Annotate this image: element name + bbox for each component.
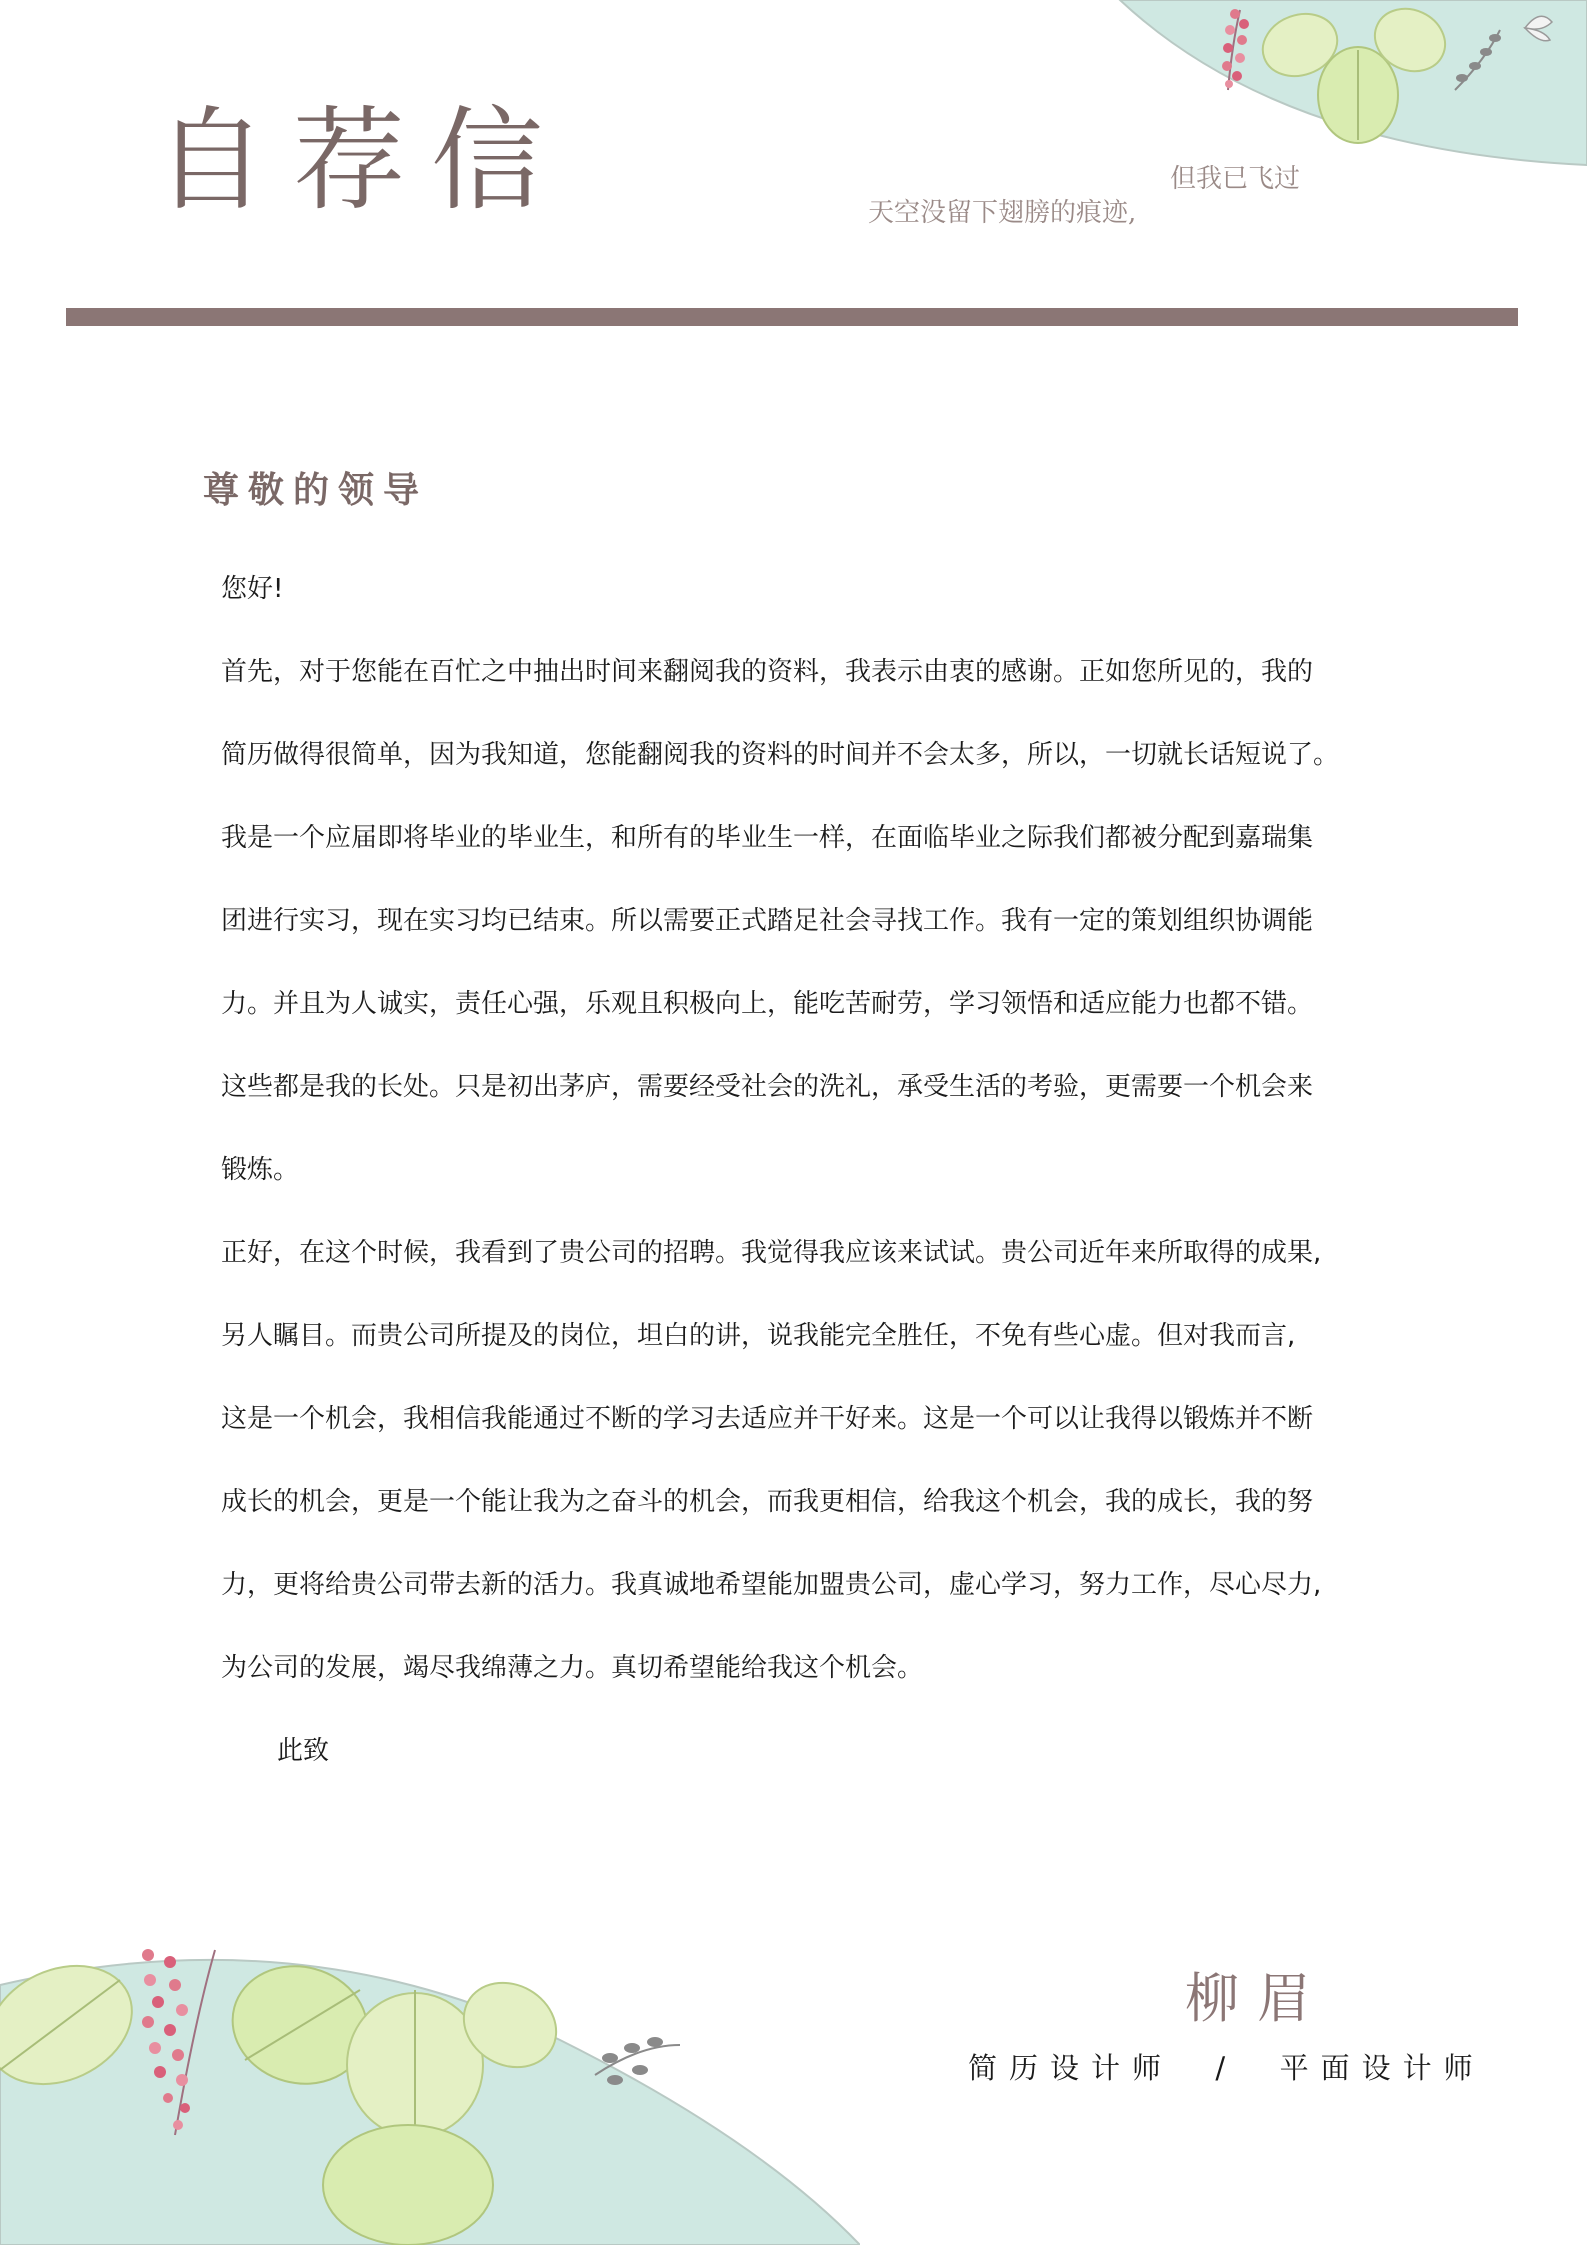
body-line: 另人瞩目。而贵公司所提及的岗位，坦白的讲，说我能完全胜任，不免有些心虚。但对我而言,	[221, 1321, 1296, 1351]
body-line: 成长的机会，更是一个能让我为之奋斗的机会，而我更相信，给我这个机会，我的成长，我的努	[221, 1487, 1314, 1517]
body-line: 为公司的发展，竭尽我绵薄之力。真切希望能给我这个机会。	[221, 1653, 924, 1683]
floral-decoration-bottom	[0, 1930, 860, 2245]
motto-line-2: 但我已飞过	[1170, 164, 1301, 194]
salutation-heading: 尊敬的领导	[203, 470, 429, 511]
motto-line-1: 天空没留下翅膀的痕迹,	[868, 198, 1137, 228]
body-line: 这是一个机会，我相信我能通过不断的学习去适应并干好来。这是一个可以让我得以锻炼并不断	[221, 1404, 1314, 1434]
body-line: 我是一个应届即将毕业的毕业生，和所有的毕业生一样，在面临毕业之际我们都被分配到嘉瑞集	[221, 823, 1314, 853]
body-line: 力。并且为人诚实，责任心强，乐观且积极向上，能吃苦耐劳，学习领悟和适应能力也都不错。	[221, 989, 1314, 1019]
signature-roles: 简历设计师 / 平面设计师	[968, 2051, 1485, 2085]
body-line: 团进行实习，现在实习均已结束。所以需要正式踏足社会寻找工作。我有一定的策划组织协调能	[221, 906, 1314, 936]
signature-name: 柳眉	[1185, 1967, 1329, 2030]
header-divider	[66, 308, 1518, 326]
body-line: 正好，在这个时候，我看到了贵公司的招聘。我觉得我应该来试试。贵公司近年来所取得的成果,	[221, 1238, 1322, 1268]
page-title: 自荐信	[155, 96, 569, 226]
floral-decoration-top	[1100, 0, 1587, 175]
body-line: 力，更将给贵公司带去新的活力。我真诚地希望能加盟贵公司，虚心学习，努力工作，尽心尽力,	[221, 1570, 1322, 1600]
body-line: 这些都是我的长处。只是初出茅庐，需要经受社会的洗礼，承受生活的考验，更需要一个机会来	[221, 1072, 1314, 1102]
body-line: 首先，对于您能在百忙之中抽出时间来翻阅我的资料，我表示由衷的感谢。正如您所见的，我的	[221, 657, 1314, 687]
letter-body	[221, 548, 1421, 1793]
body-line: 简历做得很简单，因为我知道，您能翻阅我的资料的时间并不会太多，所以，一切就长话短说了。	[221, 740, 1340, 770]
body-line: 锻炼。	[221, 1155, 300, 1185]
greeting-line: 您好!	[221, 574, 284, 604]
closing-line: 此致	[277, 1736, 330, 1766]
